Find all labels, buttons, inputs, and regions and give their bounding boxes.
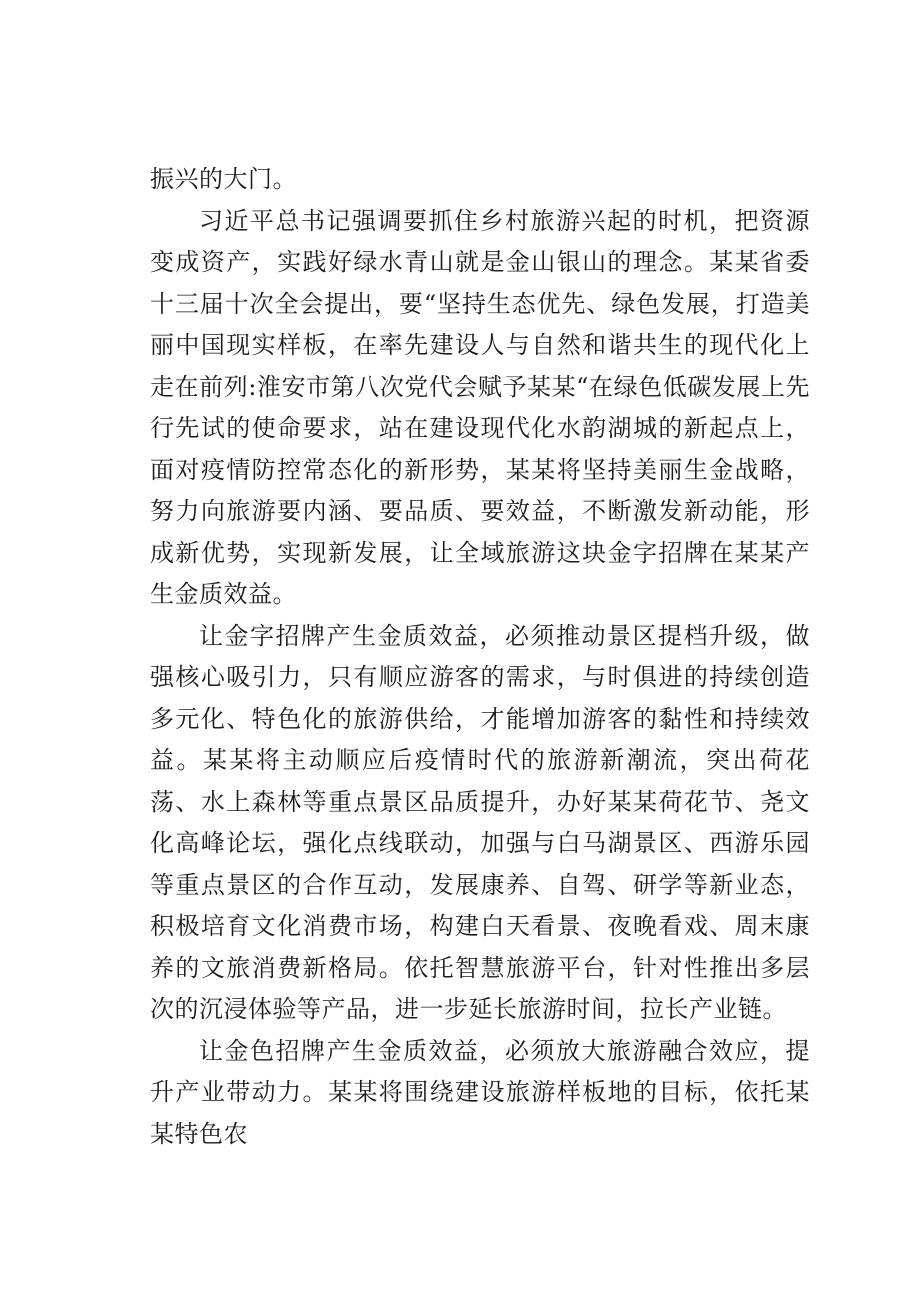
paragraph-continuation: 振兴的大门。 — [150, 165, 297, 193]
paragraph-1: 习近平总书记强调要抓住乡村旅游兴起的时机，把资源变成资产，实践好绿水青山就是金山银山的理念。某某省委十三届十次全会提出，要“坚持生态优先、绿色发展，打造美丽中国现实样板，在率先建设人与自然和谐共生的现代化上走在前列:淮安市第八次党代会赋予某某“在绿色低碳发展上先行先试的使命要求，站在建设现代化水韵湖城的新起点上，面对疫情防控常态化的新形势，某某将坚持美丽生金战略，努力向旅游要内涵、要品质、要效益，不断激发新动能，形成新优势，实现新发展，让全域旅游这块金字招牌在某某产生金质效益。 — [150, 206, 810, 608]
paragraph-3: 让金色招牌产生金质效益，必须放大旅游融合效应，提升产业带动力。某某将围绕建设旅游样板地的目标，依托某某特色农 — [150, 1036, 810, 1148]
document-body — [150, 159, 810, 1155]
paragraph-2: 让金字招牌产生金质效益，必须推动景区提档升级，做强核心吸引力，只有顺应游客的需求，与时俱进的持续创造多元化、特色化的旅游供给，才能增加游客的黏性和持续效益。某某将主动顺应后疫情时代的旅游新潮流，突出荷花荡、水上森林等重点景区品质提升，办好某某荷花节、尧文化高峰论坛，强化点线联动，加强与白马湖景区、西游乐园等重点景区的合作互动，发展康养、自驾、研学等新业态，积极培育文化消费市场，构建白天看景、夜晚看戏、周末康养的文旅消费新格局。依托智慧旅游平台，针对性推出多层次的沉浸体验等产品，进一步延长旅游时间，拉长产业链。 — [150, 621, 810, 1023]
